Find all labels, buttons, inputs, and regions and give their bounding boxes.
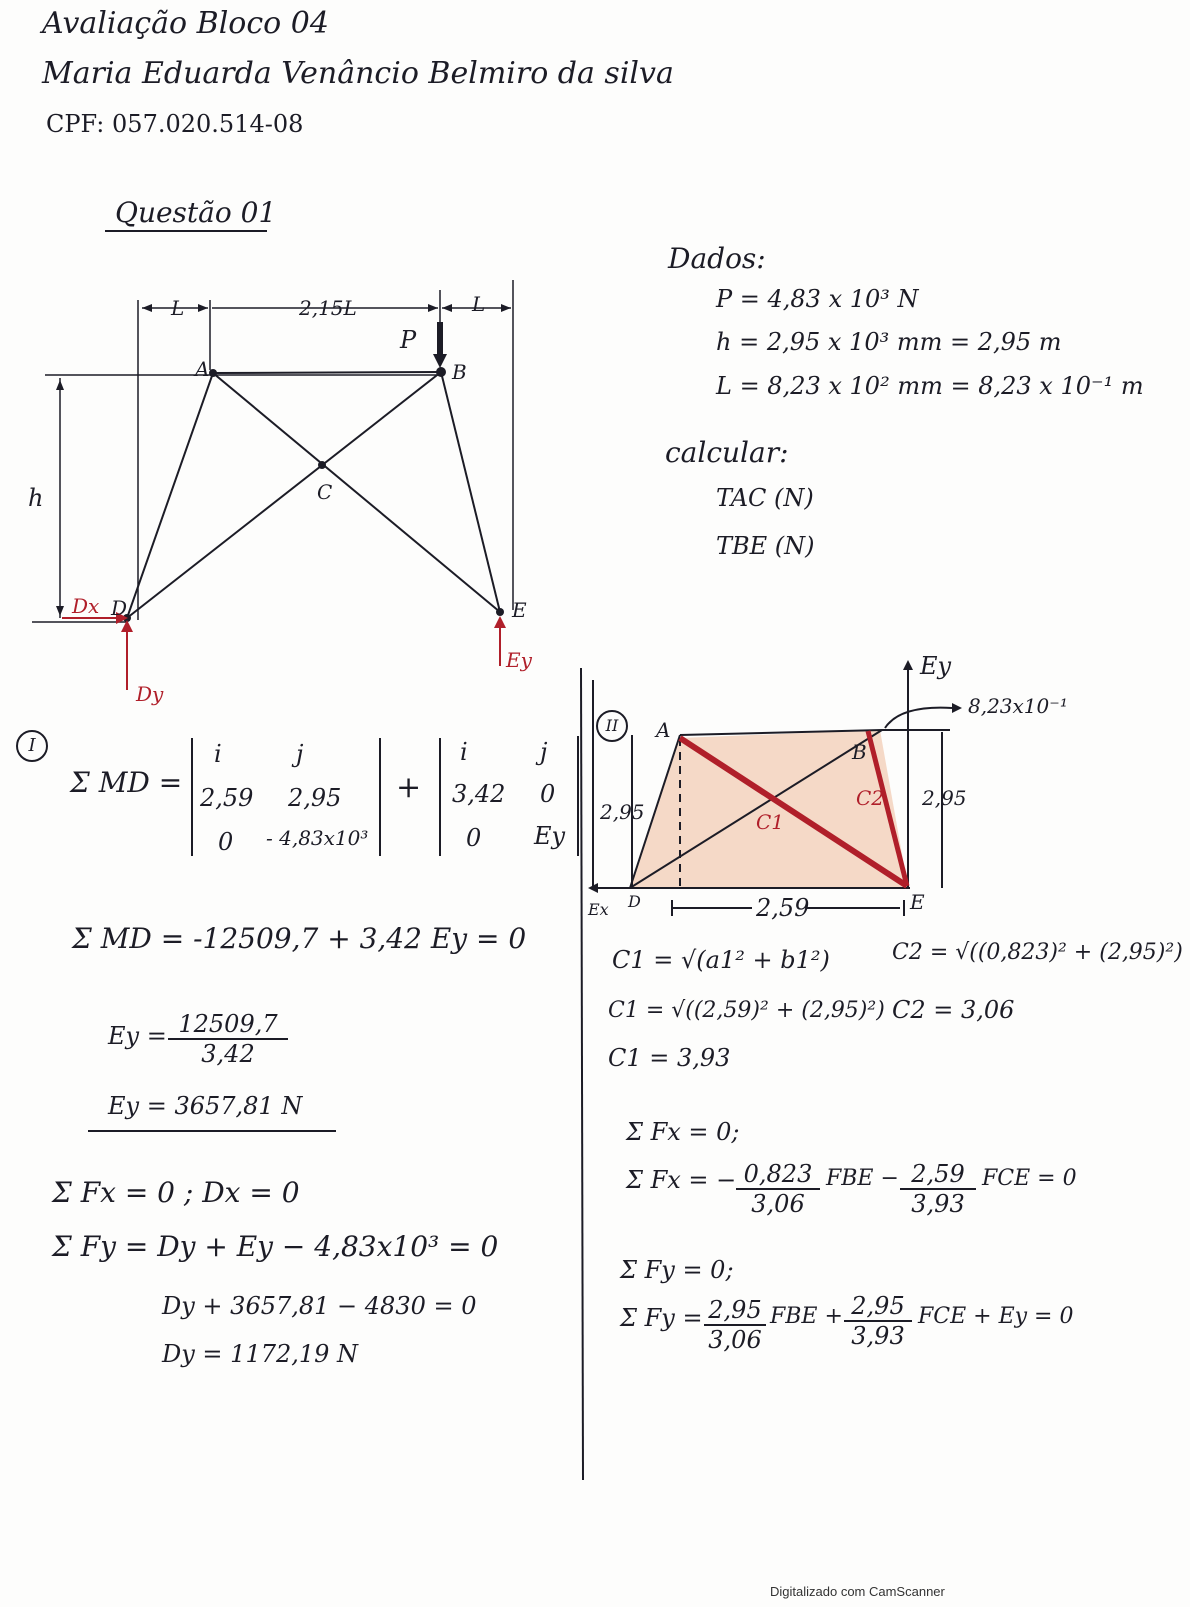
- ey-fraction: [168, 1010, 288, 1068]
- dados-l: L = 8,23 x 10² mm = 8,23 x 10⁻¹ m: [716, 372, 1144, 400]
- fy-middle: FBE +: [770, 1304, 843, 1329]
- label-d: D: [111, 596, 128, 620]
- calcular-item: TAC (N): [716, 484, 814, 512]
- fx-denominator-1: 3,06: [751, 1190, 805, 1218]
- ey-label: Ey =: [108, 1022, 167, 1050]
- part2-marker: II: [596, 710, 628, 742]
- det1-r2-a: 2,59: [200, 784, 254, 812]
- fx-numerator-1: 0,823: [736, 1160, 820, 1190]
- calcular-item: TBE (N): [716, 532, 815, 560]
- det1-j: j: [296, 740, 304, 768]
- fy-numerator-2: 2,95: [844, 1292, 912, 1322]
- c2-result: C2 = 3,06: [892, 996, 1015, 1024]
- part1-marker: I: [16, 730, 48, 762]
- det2-j: j: [540, 738, 548, 766]
- fy-end: FCE + Ey = 0: [918, 1304, 1074, 1329]
- fx-fraction-1: [736, 1160, 820, 1218]
- dim-l-right: L: [472, 292, 486, 316]
- p2-label-b: B: [852, 740, 867, 764]
- det2-r3-a: 0: [466, 824, 482, 852]
- label-h: h: [28, 484, 44, 512]
- sum-fy: Σ Fy = Dy + Ey − 4,83x10³ = 0: [52, 1230, 499, 1263]
- student-name: Maria Eduarda Venâncio Belmiro da silva: [42, 56, 674, 91]
- dados-heading: Dados:: [668, 242, 766, 275]
- fx-middle: FBE −: [826, 1166, 899, 1191]
- label-c: C: [317, 480, 333, 504]
- label-a: A: [195, 357, 210, 381]
- det2-r3-b: Ey: [534, 822, 566, 850]
- header-title: Avaliação Bloco 04: [42, 6, 329, 41]
- truss-joints: [123, 367, 504, 622]
- truss-members: [127, 372, 500, 618]
- p2-label-l: 8,23x10⁻¹: [968, 694, 1068, 718]
- ey-numerator: 12509,7: [168, 1010, 288, 1040]
- label-p: P: [400, 326, 417, 354]
- fy-numerator-1: 2,95: [704, 1296, 766, 1326]
- moment-equation: Σ MD = -12509,7 + 3,42 Ey = 0: [72, 922, 527, 955]
- ey-result-underline: [88, 1130, 336, 1132]
- question-title: Questão 01: [115, 196, 277, 229]
- student-cpf: CPF: 057.020.514-08: [46, 110, 304, 138]
- sum-fx-label: Σ Fx = −: [626, 1166, 737, 1194]
- load-p-arrow: [433, 322, 447, 368]
- det1-r3-a: 0: [218, 828, 234, 856]
- c2-substitution: C2 = √((0,823)² + (2,95)²): [892, 940, 1183, 965]
- p2-label-ey: Ey: [920, 652, 952, 680]
- c1-formula: C1 = √(a1² + b1²): [612, 946, 830, 974]
- label-dx: Dx: [72, 594, 100, 618]
- label-e: E: [512, 598, 527, 622]
- page-divider: [581, 668, 583, 1480]
- p2-label-d: D: [628, 892, 641, 911]
- sum-fx: Σ Fx = 0 ; Dx = 0: [52, 1176, 300, 1209]
- dim-2-15l: 2,15L: [299, 296, 357, 320]
- ey-denominator: 3,42: [201, 1040, 255, 1068]
- det2-r2-a: 3,42: [452, 780, 506, 808]
- dados-p: P = 4,83 x 10³ N: [716, 285, 919, 313]
- p2-label-e: E: [910, 890, 925, 914]
- p2-label-ex: Ex: [588, 900, 609, 919]
- fx-end: FCE = 0: [982, 1166, 1077, 1191]
- fx-fraction-2: [900, 1160, 976, 1218]
- det1-i: i: [214, 740, 222, 768]
- dados-h: h = 2,95 x 10³ mm = 2,95 m: [716, 328, 1062, 356]
- fy-fraction-1: [704, 1296, 766, 1354]
- calcular-heading: calcular:: [665, 436, 789, 469]
- sum-fy-label: Σ Fy =: [620, 1304, 703, 1332]
- label-ey: Ey: [506, 648, 532, 672]
- fy-denominator-1: 3,06: [708, 1326, 762, 1354]
- fx-numerator-2: 2,59: [900, 1160, 976, 1190]
- dy-result: Dy = 1172,19 N: [162, 1340, 359, 1368]
- dim-l-left: L: [171, 296, 185, 320]
- sum-fy-sub: Dy + 3657,81 − 4830 = 0: [162, 1292, 477, 1320]
- p2-label-295-right: 2,95: [922, 786, 967, 810]
- p2-label-c1: C1: [756, 810, 785, 834]
- label-dy: Dy: [136, 682, 164, 706]
- p2-label-295-left: 2,95: [600, 800, 645, 824]
- fy-denominator-2: 3,93: [851, 1322, 905, 1350]
- det2-i: i: [460, 738, 468, 766]
- det1-r2-b: 2,95: [288, 784, 342, 812]
- p2-label-259: 2,59: [756, 894, 810, 922]
- fx-denominator-2: 3,93: [911, 1190, 965, 1218]
- scanner-footer: Digitalizado com CamScanner: [770, 1584, 945, 1599]
- c1-substitution: C1 = √((2,59)² + (2,95)²): [608, 998, 885, 1023]
- det2-r2-b: 0: [540, 780, 556, 808]
- p2-label-c2: C2: [856, 786, 885, 810]
- det1-r3-b: - 4,83x10³: [266, 826, 369, 850]
- sum-fy-zero: Σ Fy = 0;: [620, 1256, 734, 1284]
- moment-label: Σ MD =: [70, 766, 183, 799]
- reaction-arrows: [62, 612, 506, 690]
- fy-fraction-2: [844, 1292, 912, 1350]
- p2-label-a: A: [656, 718, 671, 742]
- det-plus: +: [396, 770, 422, 805]
- label-b: B: [452, 360, 467, 384]
- c1-result: C1 = 3,93: [608, 1044, 731, 1072]
- sum-fx-zero: Σ Fx = 0;: [626, 1118, 740, 1146]
- ey-result: Ey = 3657,81 N: [108, 1092, 303, 1120]
